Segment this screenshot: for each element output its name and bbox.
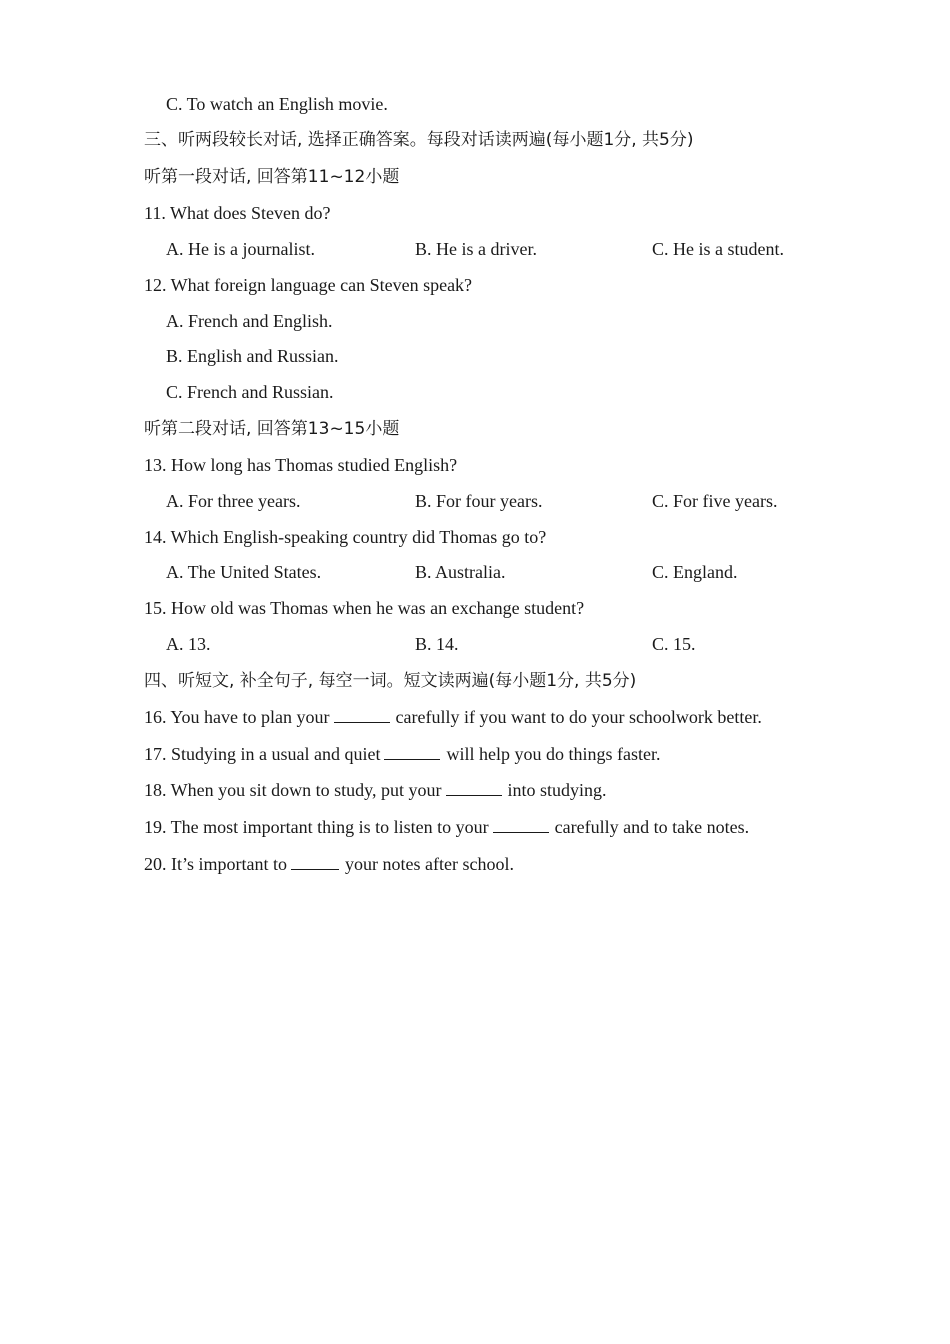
question-20 xyxy=(144,852,514,876)
q20-text-before: 20. It’s important to xyxy=(144,854,287,874)
question-16 xyxy=(144,705,762,729)
q13-option-b: B. For four years. xyxy=(415,491,543,511)
question-12: 12. What foreign language can Steven speak? xyxy=(144,275,473,295)
q13-option-c: C. For five years. xyxy=(652,491,778,511)
dialog-2-intro: 听第二段对话, 回答第13~15小题 xyxy=(144,419,400,439)
question-15-options xyxy=(0,632,950,656)
q15-option-c: C. 15. xyxy=(652,634,696,654)
q15-option-a: A. 13. xyxy=(166,634,211,654)
q19-text-after: carefully and to take notes. xyxy=(554,817,750,837)
q12-option-c: C. French and Russian. xyxy=(166,382,334,402)
q16-blank[interactable] xyxy=(334,706,390,723)
q18-text-before: 18. When you sit down to study, put your xyxy=(144,780,442,800)
q14-option-a: A. The United States. xyxy=(166,562,322,582)
previous-option-c: C. To watch an English movie. xyxy=(166,94,388,114)
question-11-options xyxy=(0,237,950,261)
question-19 xyxy=(144,815,749,839)
question-11: 11. What does Steven do? xyxy=(144,203,331,223)
q17-text-after: will help you do things faster. xyxy=(446,744,661,764)
question-15: 15. How old was Thomas when he was an exchange student? xyxy=(144,598,585,618)
question-14: 14. Which English-speaking country did Thomas go to? xyxy=(144,527,547,547)
q16-text-after: carefully if you want to do your schoolwork better. xyxy=(395,707,762,727)
q12-option-a: A. French and English. xyxy=(166,311,333,331)
q14-option-c: C. England. xyxy=(652,562,738,582)
question-13: 13. How long has Thomas studied English? xyxy=(144,455,458,475)
q15-option-b: B. 14. xyxy=(415,634,459,654)
q14-option-b: B. Australia. xyxy=(415,562,506,582)
q11-option-c: C. He is a student. xyxy=(652,239,784,259)
dialog-1-intro: 听第一段对话, 回答第11~12小题 xyxy=(144,167,400,187)
section-3-heading: 三、听两段较长对话, 选择正确答案。每段对话读两遍(每小题1分, 共5分) xyxy=(144,130,694,150)
q18-blank[interactable] xyxy=(446,779,502,796)
question-14-options xyxy=(0,560,950,584)
q20-text-after: your notes after school. xyxy=(345,854,514,874)
question-18 xyxy=(144,778,607,802)
q16-text-before: 16. You have to plan your xyxy=(144,707,330,727)
q20-blank[interactable] xyxy=(291,853,339,870)
q18-text-after: into studying. xyxy=(507,780,607,800)
q19-blank[interactable] xyxy=(493,816,549,833)
q11-option-b: B. He is a driver. xyxy=(415,239,537,259)
q17-blank[interactable] xyxy=(384,743,440,760)
q12-option-b: B. English and Russian. xyxy=(166,346,339,366)
q17-text-before: 17. Studying in a usual and quiet xyxy=(144,744,381,764)
question-17 xyxy=(144,742,660,766)
q19-text-before: 19. The most important thing is to listen to your xyxy=(144,817,489,837)
question-13-options xyxy=(0,489,950,513)
section-4-heading: 四、听短文, 补全句子, 每空一词。短文读两遍(每小题1分, 共5分) xyxy=(144,671,637,691)
q13-option-a: A. For three years. xyxy=(166,491,301,511)
q11-option-a: A. He is a journalist. xyxy=(166,239,315,259)
